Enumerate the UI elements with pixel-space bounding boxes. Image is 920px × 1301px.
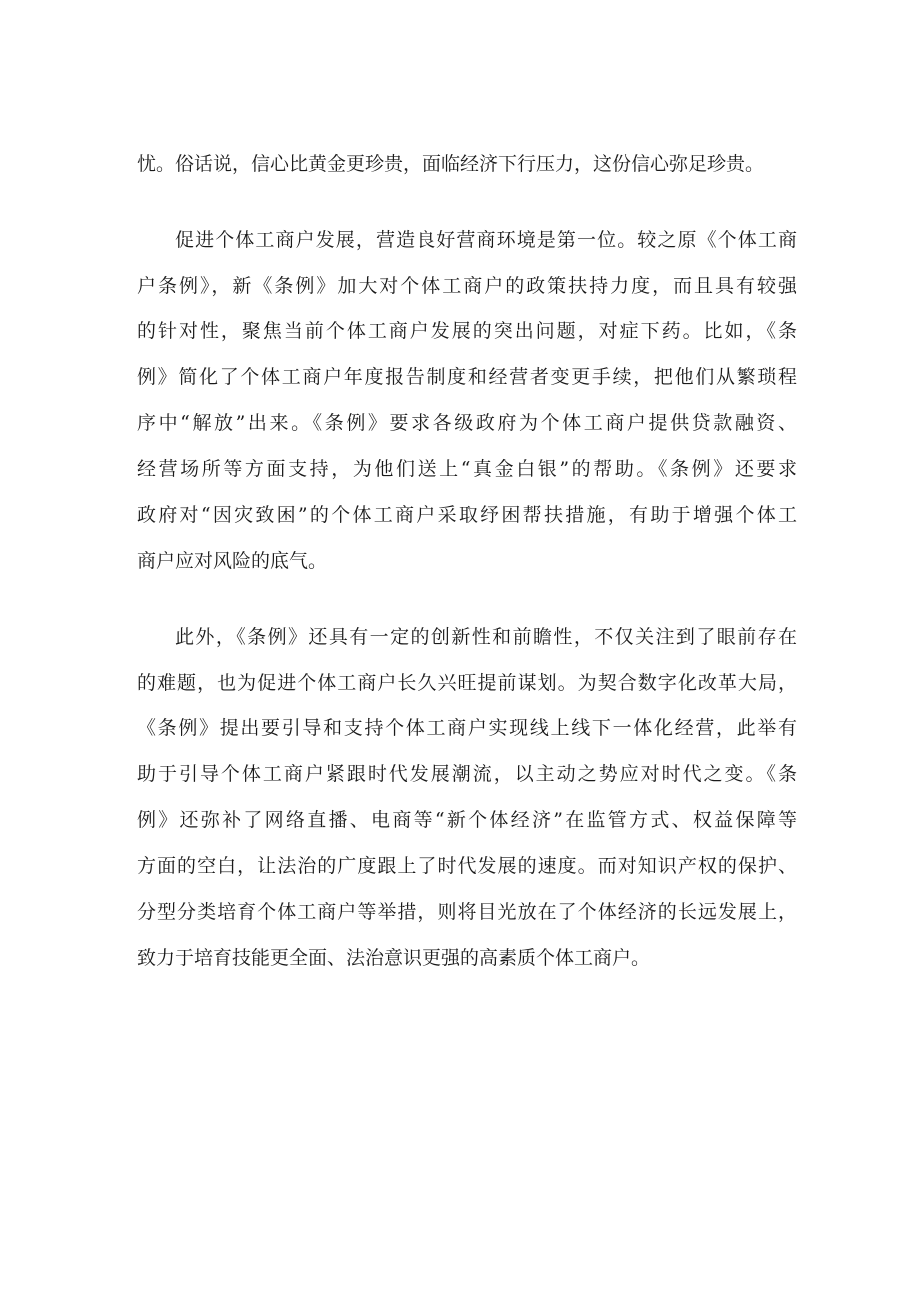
paragraph-3-line-3: 《条例》提出要引导和支持个体工商户实现线上线下一体化经营，此举有	[137, 717, 797, 739]
paragraph-1-line-1: 忧。俗话说，信心比黄金更珍贵，面临经济下行压力，这份信心弥足珍贵。	[137, 153, 765, 175]
paragraph-3-line-1: 此外，《条例》还具有一定的创新性和前瞻性，不仅关注到了眼前存在	[175, 626, 797, 648]
paragraph-2-line-3: 的针对性，聚焦当前个体工商户发展的突出问题，对症下药。比如，《条	[137, 320, 797, 342]
paragraph-3-line-4: 助于引导个体工商户紧跟时代发展潮流，以主动之势应对时代之变。《条	[137, 763, 797, 785]
paragraph-3-line-6: 方面的空白，让法治的广度跟上了时代发展的速度。而对知识产权的保护、	[137, 855, 797, 877]
paragraph-2-line-6: 经营场所等方面支持，为他们送上“真金白银”的帮助。《条例》还要求	[137, 458, 797, 480]
paragraph-2-line-2: 户条例》，新《条例》加大对个体工商户的政策扶持力度，而且具有较强	[137, 275, 797, 297]
paragraph-2-line-5: 序中“解放”出来。《条例》要求各级政府为个体工商户提供贷款融资、	[137, 412, 797, 434]
paragraph-3-line-7: 分型分类培育个体工商户等举措，则将目光放在了个体经济的长远发展上，	[137, 901, 797, 923]
paragraph-2-line-7: 政府对“因灾致困”的个体工商户采取纾困帮扶措施，有助于增强个体工	[137, 504, 797, 526]
paragraph-3-line-8: 致力于培育技能更全面、法治意识更强的高素质个体工商户。	[137, 947, 651, 969]
paragraph-3-line-5: 例》还弥补了网络直播、电商等“新个体经济”在监管方式、权益保障等	[137, 809, 797, 831]
paragraph-2-line-1: 促进个体工商户发展，营造良好营商环境是第一位。较之原《个体工商	[175, 229, 797, 251]
paragraph-2-line-8: 商户应对风险的底气。	[137, 550, 328, 572]
paragraph-3-line-2: 的难题，也为促进个体工商户长久兴旺提前谋划。为契合数字化改革大局，	[137, 672, 797, 694]
paragraph-2-line-4: 例》简化了个体工商户年度报告制度和经营者变更手续，把他们从繁琐程	[137, 366, 797, 388]
